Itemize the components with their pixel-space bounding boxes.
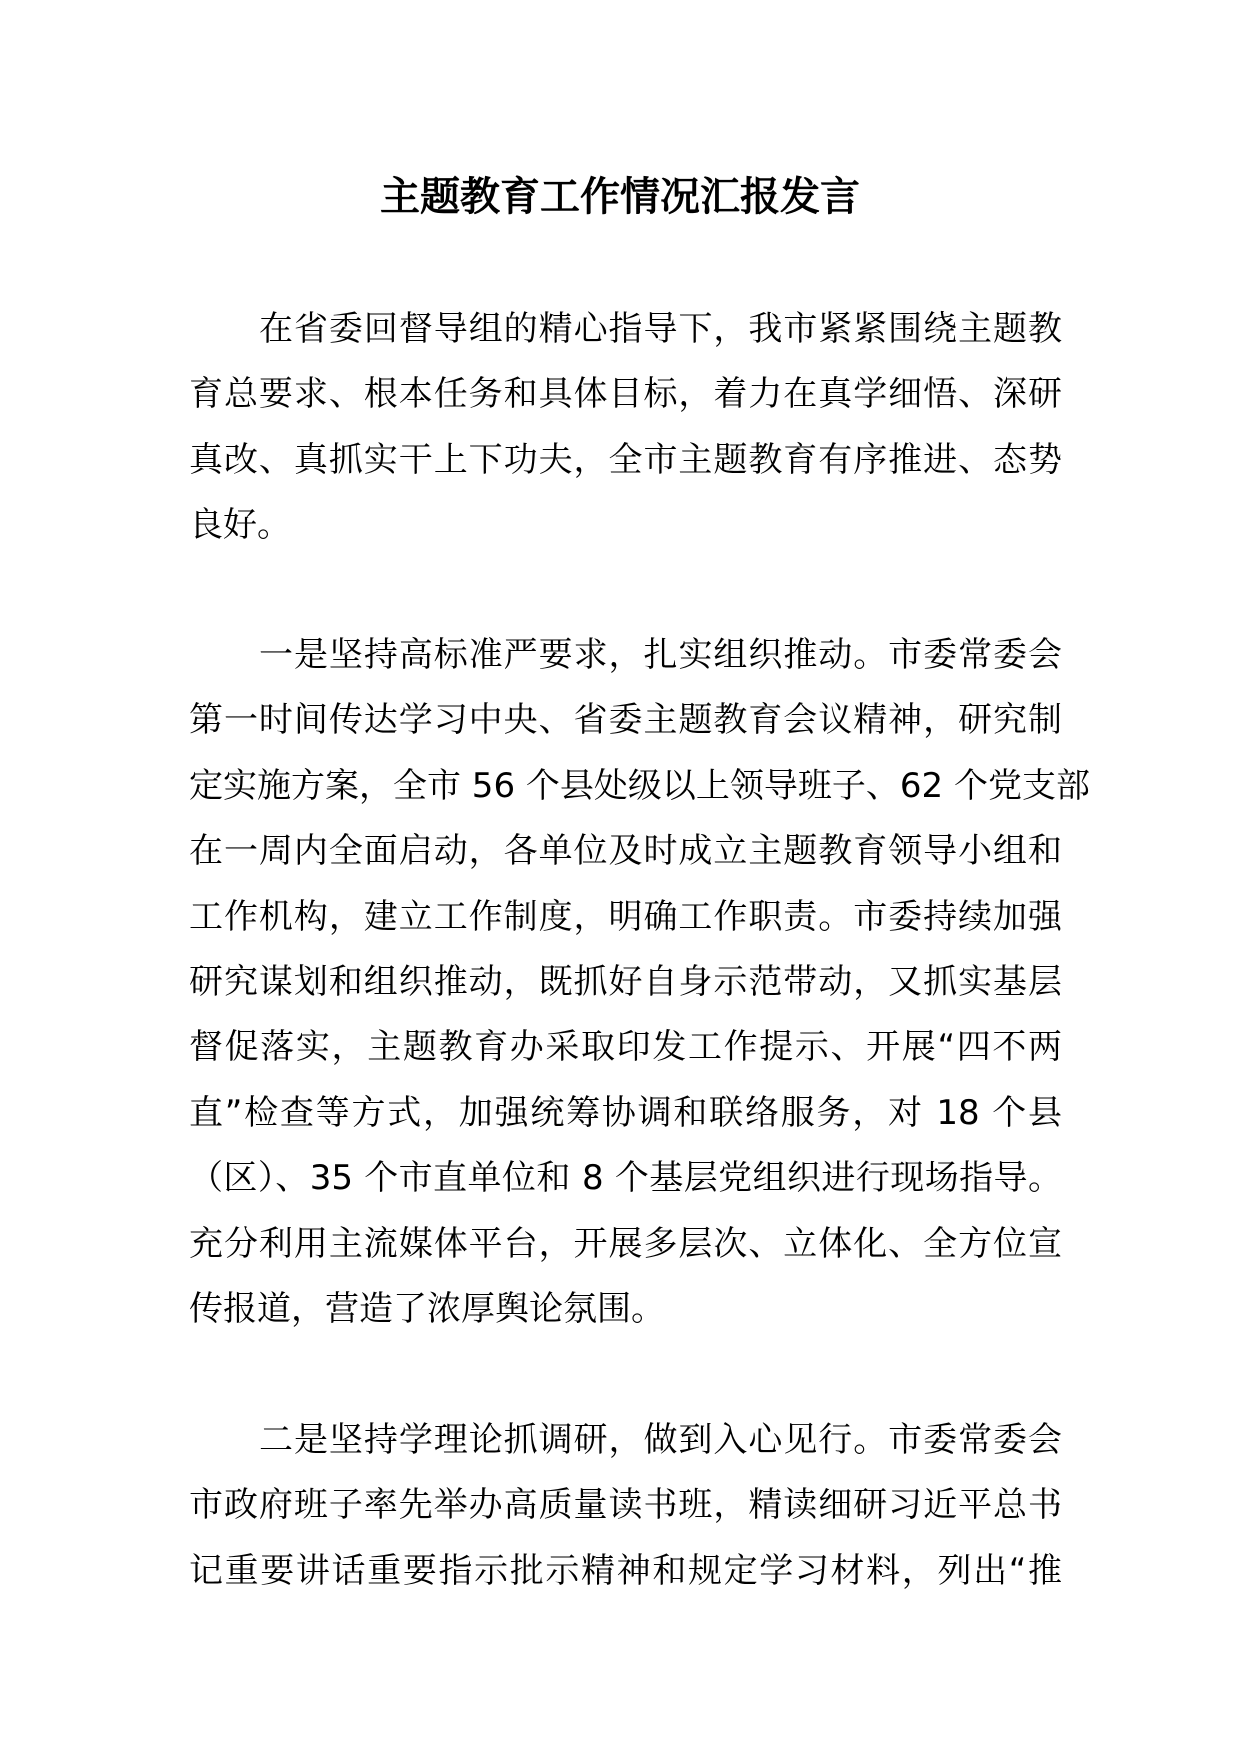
text-line: 一是坚持高标准严要求，扎实组织推动。市委常委会 xyxy=(259,635,1062,675)
text-line: 督促落实，主题教育办采取印发工作提示、开展“四不两 xyxy=(189,1027,1062,1068)
text-line: 在一周内全面启动，各单位及时成立主题教育领导小组和 xyxy=(189,831,1062,872)
text-line: 直”检查等方式，加强统筹协调和联络服务，对 18 个县 xyxy=(189,1092,1062,1133)
text-line: 记重要讲话重要指示批示精神和规定学习材料，列出“推 xyxy=(189,1550,1062,1591)
text-line: 在省委回督导组的精心指导下，我市紧紧围绕主题教 xyxy=(259,309,1062,349)
text-line: 真改、真抓实干上下功夫，全市主题教育有序推进、态势 xyxy=(189,439,1062,480)
paragraph-intro xyxy=(189,297,1062,559)
text-line: 良好。 xyxy=(189,505,291,546)
text-line: 市政府班子率先举办高质量读书班，精读细研习近平总书 xyxy=(189,1485,1062,1526)
document-title: 主题教育工作情况汇报发言 xyxy=(380,174,860,220)
text-line: 育总要求、根本任务和具体目标，着力在真学细悟、深研 xyxy=(189,374,1062,415)
paragraph-organization xyxy=(189,623,1090,1342)
text-line: 传报道，营造了浓厚舆论氛围。 xyxy=(189,1288,665,1329)
text-line: 工作机构，建立工作制度，明确工作职责。市委持续加强 xyxy=(189,896,1062,937)
text-line: 第一时间传达学习中央、省委主题教育会议精神，研究制 xyxy=(189,700,1062,741)
text-line: 二是坚持学理论抓调研，做到入心见行。市委常委会 xyxy=(259,1420,1062,1460)
text-line: 定实施方案，全市 56 个县处级以上领导班子、62 个党支部 xyxy=(189,765,1090,806)
text-line: 充分利用主流媒体平台，开展多层次、立体化、全方位宣 xyxy=(189,1223,1062,1264)
paragraph-study xyxy=(189,1408,1062,1604)
text-line: 研究谋划和组织推动，既抓好自身示范带动，又抓实基层 xyxy=(189,961,1062,1002)
text-line: （区）、35 个市直单位和 8 个基层党组织进行现场指导。 xyxy=(189,1158,1062,1199)
